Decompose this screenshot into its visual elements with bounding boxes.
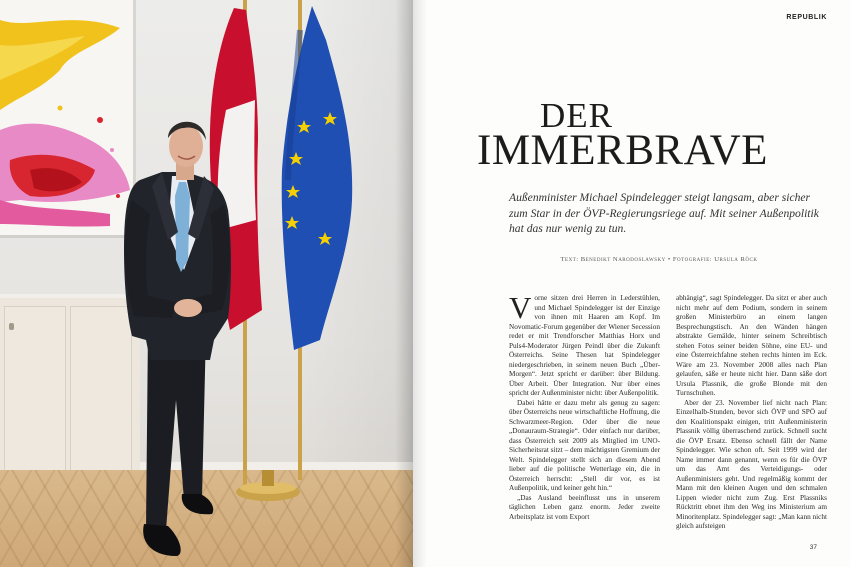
article-paragraph: „Das Ausland beeinflusst uns in unserem täglichen Leben ganz enorm. Jeder zweite Arbeitsplatz ist vom Export [509,493,660,521]
gutter-shadow-right [413,0,427,567]
section-label: REPUBLIK [786,14,827,21]
drop-cap: V [509,290,532,325]
lead-paragraph: Außenminister Michael Spindelegger steigt langsam, aber sicher zum Star in der ÖVP-Regierungsriege auf. Mit seiner Außenpolitik hat das nur wenig zu tun. [509,191,819,236]
article-column-left [509,290,661,522]
light-blue-tie [175,182,190,272]
article-page [413,0,851,567]
gutter-shadow [395,0,413,567]
byline-credits: Text: Benedikt Narodoslawsky • Fotografie: Ursula Röck [560,256,758,263]
man-in-suit [0,0,413,567]
shoe-right [182,494,214,514]
page-number: 37 [809,544,817,551]
article-paragraph: Aber der 23. November lief nicht nach Plan: Einzelhalb-Stunden, bevor sich ÖVP und SPÖ auf den Koalitionspakt einigen, tritt Außenministerin Plassnik völlig überraschend zurück. Schnell sucht die ÖVP Ersatz. Ebenso schnell fällt der Name Spindelegger. Wie schon oft. Seit 1999 wird der Name immer dann genannt, wenn es für die ÖVP um das Amt des Verteidigungs- oder Außenministers geht. Und regelmäßig kommt der Mann mit den kleinen Augen und den schmalen Lippen wieder nicht zum Zug. Erst Plassniks Rücktritt ebnet ihm den Weg ins Ministerium am Minoritenplatz. Spindelegger sagt: „Man kann nicht gleich aufsteigen [676,398,828,530]
cover-photograph [0,0,413,567]
article-column-right [676,294,827,532]
headline-line-1: DER [540,96,613,135]
headline-line-2: IMMERBRAVE [477,127,768,174]
article-paragraph: Dabei hätte er dazu mehr als genug zu sagen: über Österreichs neue wirtschaftliche Hoffnung, die Schwarzmeer-Region. Oder über die neue „Donauraum-Strategie“. Oder einfach nur darüber, dass Österreich seit 2009 als Mitglied im UNO-Sicherheitsrat sitzt – dem mächtigsten Gremium der Welt. Spindelegger stellt sich an diesem Abend lieber auf die politische Wetterlage ein, die in Österreich herrscht: „Stell dir vor, es ist Außenpolitik, und keiner geht hin.“ [509,398,661,492]
shoe-left [143,524,181,556]
article-paragraph: abhängig“, sagt Spindelegger. Da sitzt er aber auch nicht mehr auf dem Podium, sondern in seinem großen Ministerbüro an einem langen Besprechungstisch. An den Wänden hängen abstrakte Gemälde, hinter seinem Schreibtisch stehen Fotos seiner beiden Söhne, eine EU- und eine Österreichfahne stehen rechts hinten im Eck. Wäre am 23. November 2008 alles nach Plan gelaufen, säße er heute nicht hier. Dann säße dort Ursula Plassnik, die große Blonde mit den Turnschuhen. [676,294,827,397]
article-paragraph: Vorne sitzen drei Herren in Lederstühlen, und Michael Spindelegger ist der Einzige von ihnen mit Haaren am Kopf. Im Novomatic-Forum gegenüber der Wiener Secession redet er mit Trendforscher Matthias Horx und Puls4-Moderator Jürgen Peindl über die Zukunft Österreichs. Seine Thesen hat Spindelegger niedergeschrieben, in seinem neuen Buch „Über-Morgen“. Jetzt spricht er darüber: über Bildung. Über Arbeit. Über Integration. Nur über eines spricht der Außenminister nicht: über Außenpolitik. [509,290,660,397]
